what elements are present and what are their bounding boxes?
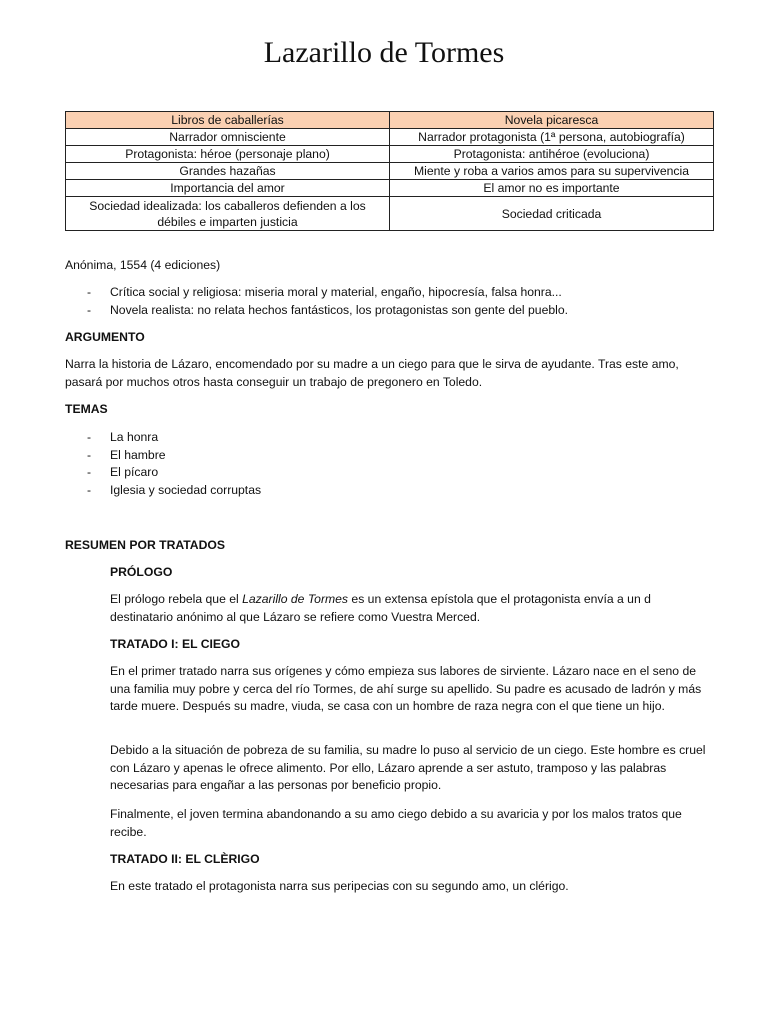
tratado-1-paragraph-1: En el primer tratado narra sus orígenes y cómo empieza sus labores de sirviente. Lázaro nace en el seno de una familia muy pobre y cerca del río Tormes, de ahí surge su apellido. Su padre es acusado de ladrón y más tarde muere. Después su madre, viuda, se casa con un hombre de raza negra con el que tiene un hijo. <box>110 664 702 714</box>
tratado-1-paragraph-2: Debido a la situación de pobreza de su familia, su madre lo puso al servicio de un ciego. Este hombre es cruel con Lázaro y apenas le ofrece alimento. Por ello, Lázaro aprende a ser astuto, tramposo y las palabras necesarias para engañar a las personas por beneficio propio. <box>110 743 706 793</box>
table-row <box>66 197 714 231</box>
temas-heading: TEMAS <box>65 402 108 416</box>
table-row <box>66 180 714 197</box>
table-row <box>66 163 714 180</box>
list-item: - Crítica social y religiosa: miseria moral y material, engaño, hipocresía, falsa honra... <box>65 284 715 302</box>
list-item: - Iglesia y sociedad corruptas <box>65 482 715 500</box>
column-header-caballerias: Libros de caballerías <box>66 112 390 129</box>
characteristics-list <box>65 284 715 319</box>
table-header-row <box>66 112 714 129</box>
table-cell: Importancia del amor <box>66 180 390 197</box>
table-cell: Sociedad criticada <box>390 197 714 231</box>
table-cell: Sociedad idealizada: los caballeros defienden a los débiles e imparten justicia <box>66 197 390 231</box>
table-cell: Narrador omnisciente <box>66 129 390 146</box>
column-header-picaresca: Novela picaresca <box>390 112 714 129</box>
table-row <box>66 129 714 146</box>
document-title: Lazarillo de Tormes <box>263 36 505 69</box>
intro-line: Anónima, 1554 (4 ediciones) <box>65 258 221 272</box>
table-cell: Miente y roba a varios amos para su supervivencia <box>390 163 714 180</box>
work-title: Lazarillo de Tormes <box>242 592 349 606</box>
prologo-text <box>110 591 715 626</box>
table-cell: Narrador protagonista (1ª persona, autobiografía) <box>390 129 714 146</box>
tratado-2-paragraph-1: En este tratado el protagonista narra sus peripecias con su segundo amo, un clérigo. <box>110 879 569 893</box>
list-item: - Novela realista: no relata hechos fantásticos, los protagonistas son gente del pueblo. <box>65 302 715 320</box>
argumento-text: Narra la historia de Lázaro, encomendado por su madre a un ciego para que le sirva de ayudante. Tras este amo, pasará por muchos otros hasta conseguir un trabajo de pregonero en Toledo. <box>65 357 679 389</box>
temas-list <box>65 429 715 499</box>
resumen-heading: RESUMEN POR TRATADOS <box>65 538 226 552</box>
table-cell: Grandes hazañas <box>66 163 390 180</box>
tratado-1-heading: TRATADO I: EL CIEGO <box>110 637 240 651</box>
list-item: - El pícaro <box>65 464 715 482</box>
table-cell: Protagonista: antihéroe (evoluciona) <box>390 146 714 163</box>
prologo-text-end: es un extensa epístola que el protagonista envía a un d destinatario anónimo al que Lázaro se refiere como Vuestra Merced. <box>110 592 651 624</box>
comparison-table <box>65 111 714 231</box>
table-cell: Protagonista: héroe (personaje plano) <box>66 146 390 163</box>
tratado-2-heading: TRATADO II: EL CLÈRIGO <box>110 852 260 866</box>
argumento-heading: ARGUMENTO <box>65 330 145 344</box>
table-row <box>66 146 714 163</box>
table-cell: El amor no es importante <box>390 180 714 197</box>
prologo-heading: PRÓLOGO <box>110 565 173 579</box>
tratado-1-paragraph-3: Finalmente, el joven termina abandonando a su amo ciego debido a su avaricia y por los malos tratos que recibe. <box>110 807 682 839</box>
list-item: - El hambre <box>65 447 715 465</box>
prologo-text-start: El prólogo rebela que el <box>110 592 243 606</box>
list-item: - La honra <box>65 429 715 447</box>
